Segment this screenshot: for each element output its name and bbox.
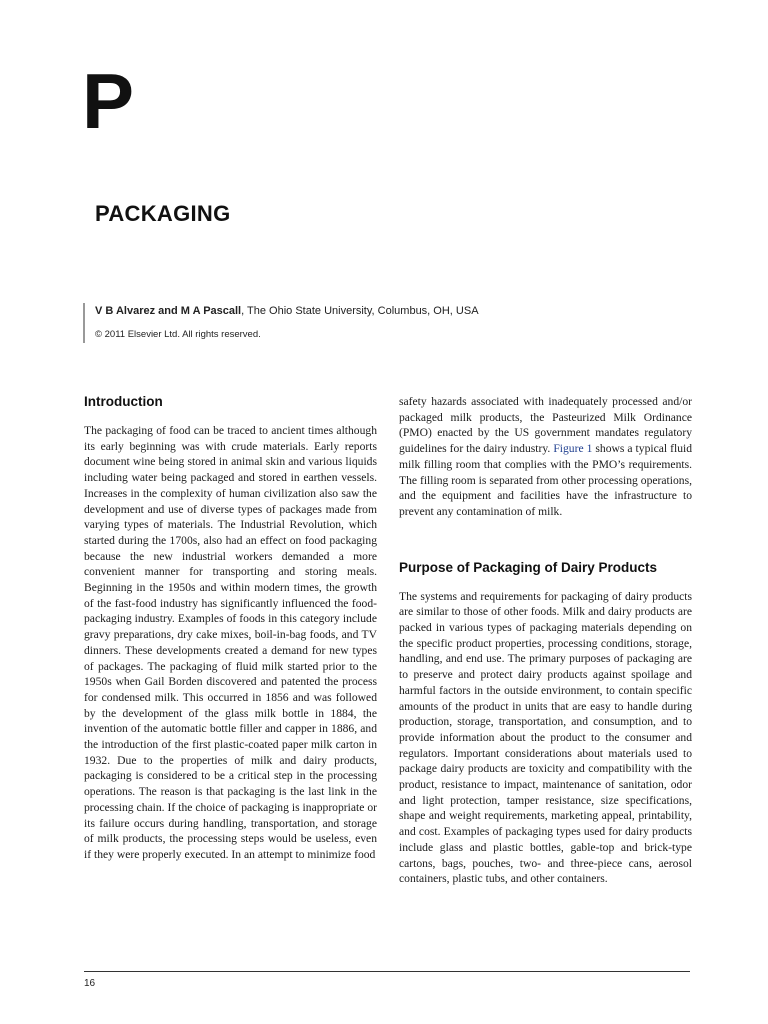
author-affiliation: , The Ohio State University, Columbus, OH, USA	[241, 305, 479, 317]
introduction-paragraph: The packaging of food can be traced to ancient times although its early beginning was with crude materials. Early reports document wine being stored in animal skin and various liquids including water being packaged and stored in earthen vessels. Increases in the complexity of human civilization also saw the development and use of diverse types of packages made from varying types of materials. The Industrial Revolution, which started during the 1700s, also had an effect on food packaging because the new industrial workers demanded a more convenient manner for transporting and storing meals. Beginning in the 1950s and within modern times, the growth of the fast-food industry has significantly influenced the food-packaging industry. Examples of foods in this category include gravy preparations, dry cake mixes, boil-in-bag foods, and TV dinners. These developments created a demand for new types of packages. The packaging of fluid milk started prior to the 1950s when Gail Borden discovered and patented the process for condensed milk. This occurred in 1856 and was followed by the development of the glass milk bottle in 1884, the invention of the automatic bottle filler and capper in 1886, and the introduction of the first plastic-coated paper milk carton in 1932. Due to the properties of milk and dairy products, packaging is considered to be a critical step in the processing operations. The reason is that packaging is the last link in the processing chain. If the choice of packaging is inappropriate or its failure occurs during handling, transportation, and storage of milk products, the processing steps would be useless, even if they were properly executed. In an attempt to minimize food	[84, 424, 377, 861]
section-letter: P	[82, 57, 135, 145]
continuation-text-before: safety hazards associated with inadequately processed and/or packaged milk products, the Pasteurized Milk Ordinance (PMO) enacted by the US government mandates regulatory guidelines for the dairy industry.	[399, 395, 692, 456]
right-column	[399, 394, 692, 887]
footer-rule	[84, 971, 690, 972]
introduction-continuation	[399, 394, 692, 520]
author-line	[95, 305, 479, 317]
page-number: 16	[84, 978, 96, 989]
purpose-paragraph: The systems and requirements for packaging of dairy products are similar to those of other foods. Milk and dairy products are packed in various types of packaging materials depending on the specific product properties, processing conditions, storage, handling, and end use. The primary purposes of packaging are to preserve and protect dairy products against spoilage and harmful factors in the outside environment, to contain specific amounts of the product in units that are easy to handle during production, storage, transportation, and consumption, and to provide information about the product to the consumer and regulators. Important considerations about materials used to package dairy products are toxicity and compatibility with the product, resistance to impact, maintenance of sanitation, odor and light protection, tamper resistance, size specifications, shape and weight requirements, marketing appeal, printability, and cost. Examples of packaging types used for dairy products include glass and plastic bottles, gable-top and brick-type cartons, bags, pouches, two- and three-piece cans, aerosol containers, plastic tubs, and other containers.	[399, 589, 692, 886]
section-heading-introduction: Introduction	[84, 394, 163, 409]
left-column	[84, 394, 377, 863]
figure-1-link[interactable]: Figure 1	[553, 442, 593, 456]
continuation-text-after: shows a typical fluid milk filling room that complies with the PMO’s requirements. The filling room is separated from other processing operations, and the equipment and facilities have the infrastructure to prevent any contamination of milk.	[399, 442, 693, 518]
author-names: V B Alvarez and M A Pascall	[95, 305, 242, 317]
copyright-notice: © 2011 Elsevier Ltd. All rights reserved.	[95, 329, 261, 340]
section-heading-purpose: Purpose of Packaging of Dairy Products	[399, 559, 658, 575]
byline-rule	[83, 303, 85, 343]
entry-title: PACKAGING	[95, 201, 231, 226]
